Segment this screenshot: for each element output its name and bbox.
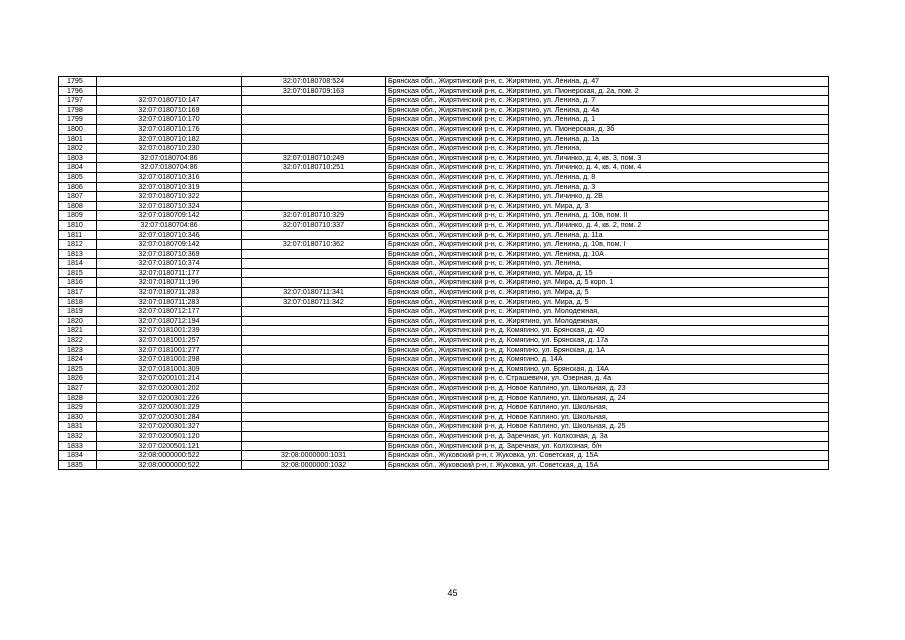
parcel-cadastral-number-cell: 32:07:0200101:214 bbox=[97, 374, 242, 384]
table-row bbox=[59, 240, 829, 250]
parcel-cadastral-number-cell: 32:08:0000000:522 bbox=[97, 460, 242, 470]
table-row bbox=[59, 307, 829, 317]
address-cell: Брянская обл., Жирятинский р-н, с. Жирятино, ул. Ленина, д. 3 bbox=[386, 182, 829, 192]
object-cadastral-number-cell bbox=[242, 412, 386, 422]
address-cell: Брянская обл., Жирятинский р-н, д. Комягино, д. 14А bbox=[386, 355, 829, 365]
row-number-cell: 1809 bbox=[59, 211, 97, 221]
parcel-cadastral-number-cell: 32:07:0180711:177 bbox=[97, 268, 242, 278]
address-cell: Брянская обл., Жирятинский р-н, с. Жирятино, ул. Молодежная, bbox=[386, 307, 829, 317]
object-cadastral-number-cell: 32:07:0180709:163 bbox=[242, 86, 386, 96]
object-cadastral-number-cell bbox=[242, 182, 386, 192]
table-row bbox=[59, 374, 829, 384]
table-row bbox=[59, 345, 829, 355]
address-cell: Брянская обл., Жирятинский р-н, с. Страшевичи, ул. Озерная, д. 4а bbox=[386, 374, 829, 384]
address-cell: Брянская обл., Жирятинский р-н, д. Комягино, ул. Брянская, д. 40 bbox=[386, 326, 829, 336]
table-row bbox=[59, 403, 829, 413]
object-cadastral-number-cell bbox=[242, 124, 386, 134]
object-cadastral-number-cell bbox=[242, 364, 386, 374]
address-cell: Брянская обл., Жирятинский р-н, с. Жирятино, ул. Мира, д. 5 bbox=[386, 297, 829, 307]
address-cell: Брянская обл., Жирятинский р-н, д. Комягино, ул. Брянская, д. 17а bbox=[386, 336, 829, 346]
row-number-cell: 1800 bbox=[59, 124, 97, 134]
table-row bbox=[59, 220, 829, 230]
table-row bbox=[59, 431, 829, 441]
table-row bbox=[59, 182, 829, 192]
table-row bbox=[59, 297, 829, 307]
row-number-cell: 1812 bbox=[59, 240, 97, 250]
parcel-cadastral-number-cell: 32:07:0180704:86 bbox=[97, 220, 242, 230]
object-cadastral-number-cell bbox=[242, 278, 386, 288]
row-number-cell: 1826 bbox=[59, 374, 97, 384]
parcel-cadastral-number-cell: 32:07:0200301:284 bbox=[97, 412, 242, 422]
parcel-cadastral-number-cell: 32:07:0200501:120 bbox=[97, 431, 242, 441]
object-cadastral-number-cell bbox=[242, 105, 386, 115]
row-number-cell: 1815 bbox=[59, 268, 97, 278]
object-cadastral-number-cell: 32:08:0000000:1031 bbox=[242, 451, 386, 461]
object-cadastral-number-cell: 32:07:0180710:249 bbox=[242, 153, 386, 163]
table-row bbox=[59, 441, 829, 451]
address-cell: Брянская обл., Жирятинский р-н, с. Жирятино, ул. Ленина, bbox=[386, 259, 829, 269]
row-number-cell: 1795 bbox=[59, 77, 97, 87]
address-cell: Брянская обл., Жирятинский р-н, с. Жирятино, ул. Мира, д. 3 bbox=[386, 201, 829, 211]
table-row bbox=[59, 278, 829, 288]
address-cell: Брянская обл., Жирятинский р-н, с. Жирятино, ул. Личинко, д. 4, кв. 3, пом. 3 bbox=[386, 153, 829, 163]
object-cadastral-number-cell: 32:07:0180711:342 bbox=[242, 297, 386, 307]
address-cell: Брянская обл., Жуковский р-н, г. Жуковка, ул. Советская, д. 15А bbox=[386, 451, 829, 461]
parcel-cadastral-number-cell: 32:08:0000000:522 bbox=[97, 451, 242, 461]
address-cell: Брянская обл., Жирятинский р-н, с. Жирятино, ул. Ленина, д. 10А bbox=[386, 249, 829, 259]
object-cadastral-number-cell bbox=[242, 393, 386, 403]
table-row bbox=[59, 460, 829, 470]
row-number-cell: 1813 bbox=[59, 249, 97, 259]
table-row bbox=[59, 192, 829, 202]
table-row bbox=[59, 355, 829, 365]
row-number-cell: 1827 bbox=[59, 384, 97, 394]
address-cell: Брянская обл., Жирятинский р-н, с. Жирятино, ул. Ленина, д. 11а bbox=[386, 230, 829, 240]
row-number-cell: 1818 bbox=[59, 297, 97, 307]
object-cadastral-number-cell bbox=[242, 230, 386, 240]
registry-table-body bbox=[59, 77, 829, 470]
address-cell: Брянская обл., Жирятинский р-н, с. Жирятино, ул. Личинко, д. 2В bbox=[386, 192, 829, 202]
object-cadastral-number-cell: 32:07:0180708:524 bbox=[242, 77, 386, 87]
table-row bbox=[59, 422, 829, 432]
parcel-cadastral-number-cell: 32:07:0180712:177 bbox=[97, 307, 242, 317]
address-cell: Брянская обл., Жирятинский р-н, д. Новое Каплино, ул. Школьная, bbox=[386, 412, 829, 422]
row-number-cell: 1823 bbox=[59, 345, 97, 355]
object-cadastral-number-cell: 32:07:0180710:362 bbox=[242, 240, 386, 250]
address-cell: Брянская обл., Жирятинский р-н, с. Жирятино, ул. Ленина, д. 10в, пом. I bbox=[386, 240, 829, 250]
object-cadastral-number-cell bbox=[242, 144, 386, 154]
parcel-cadastral-number-cell: 32:07:0180710:176 bbox=[97, 124, 242, 134]
object-cadastral-number-cell bbox=[242, 268, 386, 278]
row-number-cell: 1821 bbox=[59, 326, 97, 336]
parcel-cadastral-number-cell: 32:07:0200301:229 bbox=[97, 403, 242, 413]
address-cell: Брянская обл., Жирятинский р-н, с. Жирятино, ул. Личинко, д. 4, кв. 2, пом. 2 bbox=[386, 220, 829, 230]
parcel-cadastral-number-cell: 32:07:0180711:196 bbox=[97, 278, 242, 288]
row-number-cell: 1814 bbox=[59, 259, 97, 269]
table-row bbox=[59, 201, 829, 211]
parcel-cadastral-number-cell: 32:07:0180709:142 bbox=[97, 211, 242, 221]
row-number-cell: 1801 bbox=[59, 134, 97, 144]
table-row bbox=[59, 153, 829, 163]
parcel-cadastral-number-cell: 32:07:0180710:319 bbox=[97, 182, 242, 192]
address-cell: Брянская обл., Жирятинский р-н, с. Жирятино, ул. Ленина, д. 8 bbox=[386, 172, 829, 182]
parcel-cadastral-number-cell: 32:07:0180710:369 bbox=[97, 249, 242, 259]
parcel-cadastral-number-cell: 32:07:0180704:86 bbox=[97, 153, 242, 163]
table-row bbox=[59, 124, 829, 134]
row-number-cell: 1835 bbox=[59, 460, 97, 470]
table-row bbox=[59, 211, 829, 221]
property-registry-table bbox=[58, 76, 829, 470]
row-number-cell: 1803 bbox=[59, 153, 97, 163]
row-number-cell: 1820 bbox=[59, 316, 97, 326]
table-row bbox=[59, 336, 829, 346]
object-cadastral-number-cell bbox=[242, 355, 386, 365]
address-cell: Брянская обл., Жирятинский р-н, д. Новое Каплино, ул. Школьная, д. 25 bbox=[386, 422, 829, 432]
row-number-cell: 1831 bbox=[59, 422, 97, 432]
row-number-cell: 1830 bbox=[59, 412, 97, 422]
row-number-cell: 1807 bbox=[59, 192, 97, 202]
address-cell: Брянская обл., Жирятинский р-н, д. Новое Каплино, ул. Школьная, д. 23 bbox=[386, 384, 829, 394]
parcel-cadastral-number-cell: 32:07:0180710:324 bbox=[97, 201, 242, 211]
table-row bbox=[59, 259, 829, 269]
parcel-cadastral-number-cell: 32:07:0180711:283 bbox=[97, 297, 242, 307]
address-cell: Брянская обл., Жирятинский р-н, с. Жирятино, ул. Ленина, д. 1 bbox=[386, 115, 829, 125]
parcel-cadastral-number-cell: 32:07:0181001:309 bbox=[97, 364, 242, 374]
row-number-cell: 1798 bbox=[59, 105, 97, 115]
address-cell: Брянская обл., Жирятинский р-н, с. Жирятино, ул. Ленина, д. 47 bbox=[386, 77, 829, 87]
parcel-cadastral-number-cell bbox=[97, 86, 242, 96]
address-cell: Брянская обл., Жирятинский р-н, д. Комягино, ул. Брянская, д. 14А bbox=[386, 364, 829, 374]
row-number-cell: 1806 bbox=[59, 182, 97, 192]
table-row bbox=[59, 412, 829, 422]
object-cadastral-number-cell: 32:07:0180710:329 bbox=[242, 211, 386, 221]
row-number-cell: 1822 bbox=[59, 336, 97, 346]
address-cell: Брянская обл., Жирятинский р-н, с. Жирятино, ул. Пионерская, д. 2а, пом. 2 bbox=[386, 86, 829, 96]
parcel-cadastral-number-cell: 32:07:0180710:147 bbox=[97, 96, 242, 106]
table-row bbox=[59, 96, 829, 106]
address-cell: Брянская обл., Жирятинский р-н, с. Жирятино, ул. Мира, д. 5 bbox=[386, 288, 829, 298]
table-row bbox=[59, 393, 829, 403]
parcel-cadastral-number-cell: 32:07:0180710:230 bbox=[97, 144, 242, 154]
address-cell: Брянская обл., Жирятинский р-н, д. Новое Каплино, ул. Школьная, bbox=[386, 403, 829, 413]
object-cadastral-number-cell bbox=[242, 316, 386, 326]
table-row bbox=[59, 172, 829, 182]
row-number-cell: 1811 bbox=[59, 230, 97, 240]
address-cell: Брянская обл., Жирятинский р-н, с. Жирятино, ул. Ленина, д. 7 bbox=[386, 96, 829, 106]
object-cadastral-number-cell bbox=[242, 374, 386, 384]
parcel-cadastral-number-cell: 32:07:0181001:277 bbox=[97, 345, 242, 355]
object-cadastral-number-cell bbox=[242, 96, 386, 106]
parcel-cadastral-number-cell: 32:07:0181001:257 bbox=[97, 336, 242, 346]
address-cell: Брянская обл., Жирятинский р-н, с. Жирятино, ул. Ленина, д. 4а bbox=[386, 105, 829, 115]
row-number-cell: 1808 bbox=[59, 201, 97, 211]
parcel-cadastral-number-cell: 32:07:0180712:194 bbox=[97, 316, 242, 326]
row-number-cell: 1805 bbox=[59, 172, 97, 182]
table-row bbox=[59, 288, 829, 298]
address-cell: Брянская обл., Жирятинский р-н, с. Жирятино, ул. Пионерская, д. 3б bbox=[386, 124, 829, 134]
parcel-cadastral-number-cell: 32:07:0200501:121 bbox=[97, 441, 242, 451]
object-cadastral-number-cell: 32:08:0000000:1032 bbox=[242, 460, 386, 470]
row-number-cell: 1802 bbox=[59, 144, 97, 154]
address-cell: Брянская обл., Жирятинский р-н, с. Жирятино, ул. Мира, д. 15 bbox=[386, 268, 829, 278]
object-cadastral-number-cell bbox=[242, 345, 386, 355]
address-cell: Брянская обл., Жирятинский р-н, с. Жирятино, ул. Ленина, д. 1а bbox=[386, 134, 829, 144]
address-cell: Брянская обл., Жирятинский р-н, д. Заречная, ул. Колхозная, б/н bbox=[386, 441, 829, 451]
row-number-cell: 1796 bbox=[59, 86, 97, 96]
address-cell: Брянская обл., Жирятинский р-н, с. Жирятино, ул. Мира, д. 5 корп. 1 bbox=[386, 278, 829, 288]
object-cadastral-number-cell: 32:07:0180710:337 bbox=[242, 220, 386, 230]
parcel-cadastral-number-cell: 32:07:0180704:86 bbox=[97, 163, 242, 173]
table-row bbox=[59, 230, 829, 240]
table-row bbox=[59, 77, 829, 87]
object-cadastral-number-cell bbox=[242, 431, 386, 441]
object-cadastral-number-cell bbox=[242, 201, 386, 211]
parcel-cadastral-number-cell: 32:07:0181001:239 bbox=[97, 326, 242, 336]
parcel-cadastral-number-cell: 32:07:0180710:170 bbox=[97, 115, 242, 125]
parcel-cadastral-number-cell: 32:07:0180710:316 bbox=[97, 172, 242, 182]
row-number-cell: 1832 bbox=[59, 431, 97, 441]
row-number-cell: 1824 bbox=[59, 355, 97, 365]
parcel-cadastral-number-cell: 32:07:0181001:298 bbox=[97, 355, 242, 365]
address-cell: Брянская обл., Жирятинский р-н, д. Новое Каплино, ул. Школьная, д. 24 bbox=[386, 393, 829, 403]
address-cell: Брянская обл., Жуковский р-н, г. Жуковка, ул. Советская, д. 15А bbox=[386, 460, 829, 470]
parcel-cadastral-number-cell: 32:07:0180710:346 bbox=[97, 230, 242, 240]
row-number-cell: 1819 bbox=[59, 307, 97, 317]
table-row bbox=[59, 249, 829, 259]
parcel-cadastral-number-cell: 32:07:0180709:142 bbox=[97, 240, 242, 250]
parcel-cadastral-number-cell: 32:07:0180710:322 bbox=[97, 192, 242, 202]
object-cadastral-number-cell bbox=[242, 441, 386, 451]
table-row bbox=[59, 316, 829, 326]
table-row bbox=[59, 105, 829, 115]
address-cell: Брянская обл., Жирятинский р-н, д. Комягино, ул. Брянская, д. 1А bbox=[386, 345, 829, 355]
object-cadastral-number-cell bbox=[242, 172, 386, 182]
address-cell: Брянская обл., Жирятинский р-н, с. Жирятино, ул. Ленина, bbox=[386, 144, 829, 154]
row-number-cell: 1810 bbox=[59, 220, 97, 230]
table-row bbox=[59, 326, 829, 336]
object-cadastral-number-cell bbox=[242, 336, 386, 346]
parcel-cadastral-number-cell: 32:07:0180710:182 bbox=[97, 134, 242, 144]
address-cell: Брянская обл., Жирятинский р-н, с. Жирятино, ул. Молодежная, bbox=[386, 316, 829, 326]
address-cell: Брянская обл., Жирятинский р-н, с. Жирятино, ул. Ленина, д. 10в, пом. II bbox=[386, 211, 829, 221]
object-cadastral-number-cell bbox=[242, 115, 386, 125]
object-cadastral-number-cell bbox=[242, 326, 386, 336]
object-cadastral-number-cell bbox=[242, 422, 386, 432]
address-cell: Брянская обл., Жирятинский р-н, с. Жирятино, ул. Личинко, д. 4, кв. 4, пом. 4 bbox=[386, 163, 829, 173]
row-number-cell: 1817 bbox=[59, 288, 97, 298]
row-number-cell: 1834 bbox=[59, 451, 97, 461]
table-row bbox=[59, 451, 829, 461]
table-row bbox=[59, 364, 829, 374]
row-number-cell: 1804 bbox=[59, 163, 97, 173]
row-number-cell: 1829 bbox=[59, 403, 97, 413]
object-cadastral-number-cell bbox=[242, 259, 386, 269]
object-cadastral-number-cell bbox=[242, 192, 386, 202]
table-row bbox=[59, 163, 829, 173]
object-cadastral-number-cell bbox=[242, 307, 386, 317]
row-number-cell: 1833 bbox=[59, 441, 97, 451]
object-cadastral-number-cell bbox=[242, 249, 386, 259]
address-cell: Брянская обл., Жирятинский р-н, д. Заречная, ул. Колхозная, д. 3а bbox=[386, 431, 829, 441]
parcel-cadastral-number-cell bbox=[97, 77, 242, 87]
object-cadastral-number-cell bbox=[242, 403, 386, 413]
row-number-cell: 1828 bbox=[59, 393, 97, 403]
table-row bbox=[59, 86, 829, 96]
object-cadastral-number-cell: 32:07:0180710:251 bbox=[242, 163, 386, 173]
parcel-cadastral-number-cell: 32:07:0200301:202 bbox=[97, 384, 242, 394]
object-cadastral-number-cell bbox=[242, 134, 386, 144]
parcel-cadastral-number-cell: 32:07:0180710:374 bbox=[97, 259, 242, 269]
parcel-cadastral-number-cell: 32:07:0180711:283 bbox=[97, 288, 242, 298]
table-row bbox=[59, 144, 829, 154]
row-number-cell: 1799 bbox=[59, 115, 97, 125]
row-number-cell: 1797 bbox=[59, 96, 97, 106]
row-number-cell: 1816 bbox=[59, 278, 97, 288]
page-number: 45 bbox=[447, 588, 458, 598]
parcel-cadastral-number-cell: 32:07:0200301:226 bbox=[97, 393, 242, 403]
object-cadastral-number-cell bbox=[242, 384, 386, 394]
table-row bbox=[59, 384, 829, 394]
table-row bbox=[59, 268, 829, 278]
table-row bbox=[59, 115, 829, 125]
parcel-cadastral-number-cell: 32:07:0200301:327 bbox=[97, 422, 242, 432]
row-number-cell: 1825 bbox=[59, 364, 97, 374]
parcel-cadastral-number-cell: 32:07:0180710:169 bbox=[97, 105, 242, 115]
object-cadastral-number-cell: 32:07:0180711:341 bbox=[242, 288, 386, 298]
table-row bbox=[59, 134, 829, 144]
